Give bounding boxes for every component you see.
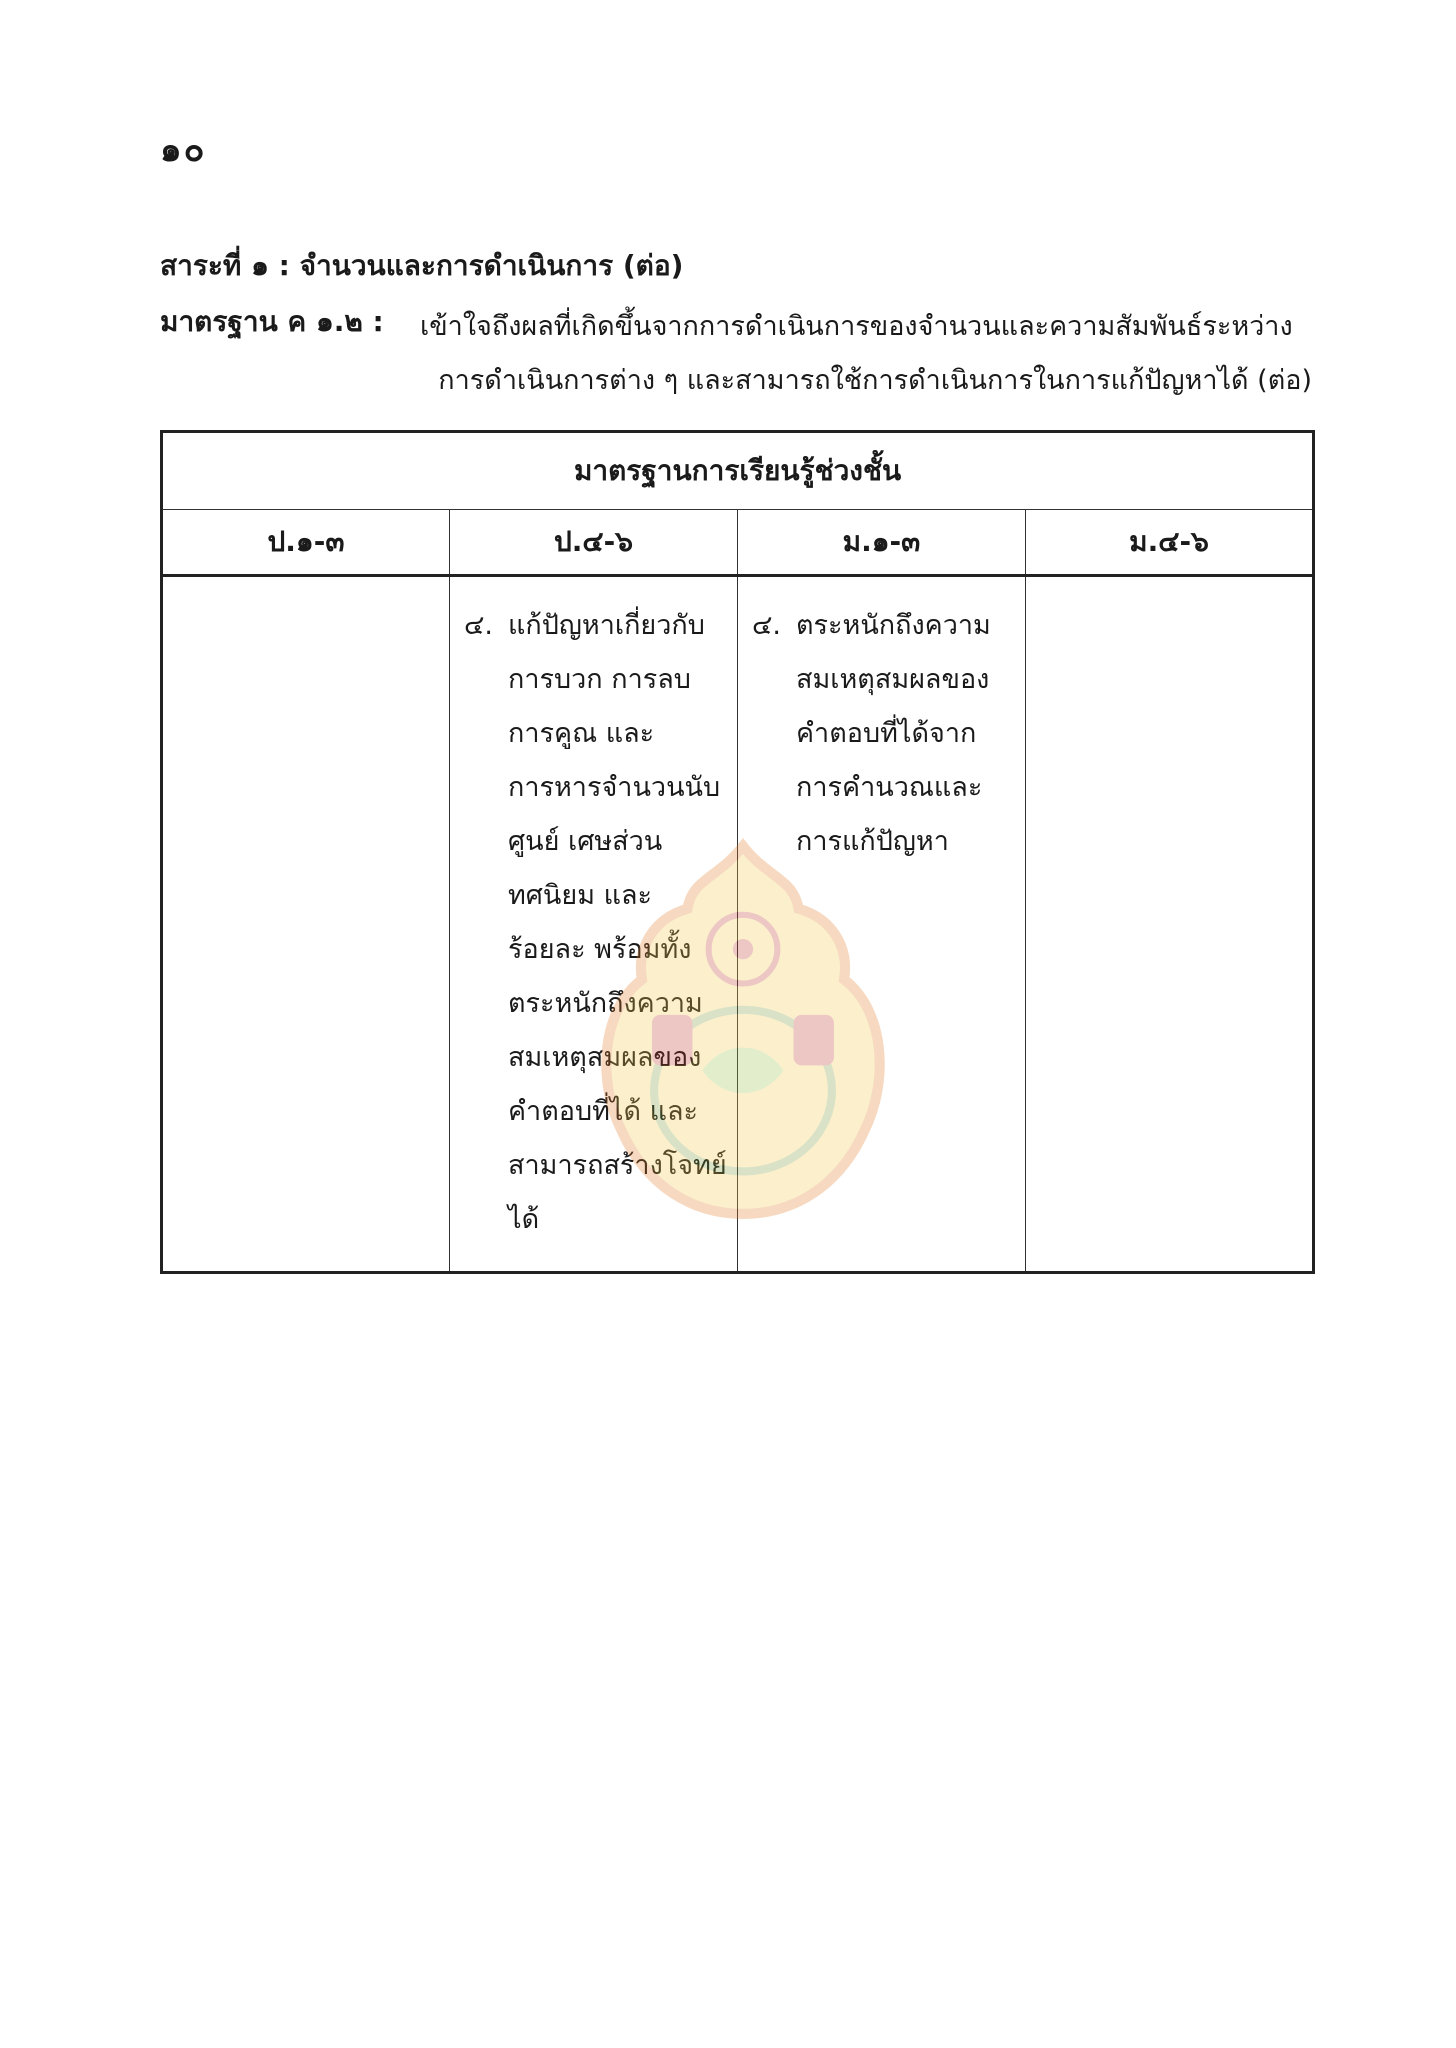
- item-line: การคูณ และ: [508, 718, 655, 749]
- cell-p4-6: [450, 576, 738, 1273]
- standard-line-1: เข้าใจถึงผลที่เกิดขึ้นจากการดำเนินการของจำนวนและความสัมพันธ์ระหว่าง: [420, 311, 1293, 342]
- item-line: สมเหตุสมผลของ: [508, 1042, 702, 1073]
- item-line: แก้ปัญหาเกี่ยวกับ: [508, 610, 705, 641]
- item-number: ๔.: [752, 610, 782, 641]
- standard-description: [420, 300, 1312, 408]
- column-header-p4-6: ป.๔-๖: [450, 510, 738, 576]
- item-line: ศูนย์ เศษส่วน: [508, 826, 663, 857]
- page-number: ๑๐: [160, 130, 207, 170]
- column-header-m4-6: ม.๔-๖: [1026, 510, 1314, 576]
- item-line: การคำนวณและ: [796, 772, 983, 803]
- item-line: ตระหนักถึงความ: [796, 610, 991, 641]
- item-line: สามารถสร้างโจทย์: [508, 1150, 727, 1181]
- learning-standards-table: [160, 430, 1315, 1274]
- item-line: การหารจำนวนนับ: [508, 772, 721, 803]
- cell-m4-6: [1026, 576, 1314, 1273]
- item-line: ทศนิยม และ: [508, 880, 653, 911]
- table-title: มาตรฐานการเรียนรู้ช่วงชั้น: [162, 432, 1314, 510]
- cell-p1-3: [162, 576, 450, 1273]
- item-line: สมเหตุสมผลของ: [796, 664, 990, 695]
- item-line: ได้: [508, 1204, 540, 1235]
- item-line: ร้อยละ พร้อมทั้ง: [508, 934, 692, 965]
- strand-heading: สาระที่ ๑ : จำนวนและการดำเนินการ (ต่อ): [160, 249, 684, 282]
- standard-line-2: การดำเนินการต่าง ๆ และสามารถใช้การดำเนินการในการแก้ปัญหาได้ (ต่อ): [438, 365, 1312, 396]
- item-text: [796, 599, 1013, 869]
- item-line: ตระหนักถึงความ: [508, 988, 703, 1019]
- list-item: [752, 599, 1013, 869]
- item-line: การบวก การลบ: [508, 664, 691, 695]
- item-text: [508, 599, 727, 1247]
- standard-label: มาตรฐาน ค ๑.๒ :: [160, 305, 384, 338]
- list-item: [464, 599, 725, 1247]
- cell-m1-3: [738, 576, 1026, 1273]
- item-line: คำตอบที่ได้จาก: [796, 718, 977, 749]
- column-header-p1-3: ป.๑-๓: [162, 510, 450, 576]
- item-number: ๔.: [464, 610, 494, 641]
- column-header-m1-3: ม.๑-๓: [738, 510, 1026, 576]
- item-line: คำตอบที่ได้ และ: [508, 1096, 699, 1127]
- item-line: การแก้ปัญหา: [796, 826, 949, 857]
